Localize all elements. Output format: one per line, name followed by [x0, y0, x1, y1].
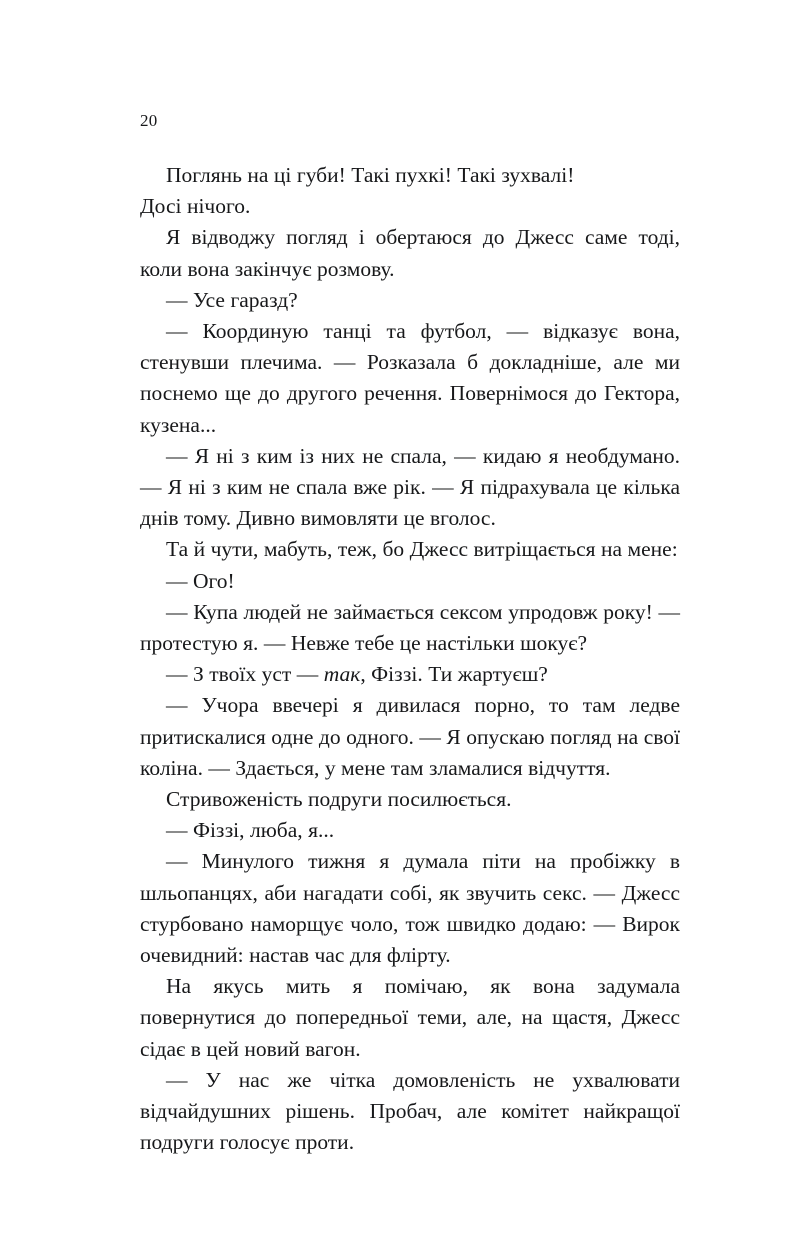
paragraph: Стривоженість подруги посилюється. [166, 787, 512, 812]
paragraph: — Фіззі, люба, я... [166, 818, 335, 843]
paragraph-with-emphasis [140, 659, 680, 690]
paragraph: — Минулого тижня я думала піти на пробіжку в шльопанцях, аби нагадати собі, як звучить секс. — Джесс стурбовано наморщує чоло, тож швидко додаю: — Вирок очевидний: настав час для флірту. [140, 849, 680, 968]
paragraph-text-lead: — З твоїх уст — [166, 662, 324, 687]
emphasized-word: так [323, 662, 361, 687]
paragraph: Та й чути, мабуть, теж, бо Джесс витріщається на мене: [166, 537, 678, 562]
paragraph: На якусь мить я помічаю, як вона задумала повернутися до попередньої теми, але, на щастя, Джесс сідає в цей новий вагон. [140, 974, 680, 1061]
paragraph: — Я ні з ким із них не спала, — кидаю я необдумано. — Я ні з ким не спала вже рік. — Я підрахувала це кілька днів тому. Дивно вимовляти це вголос. [140, 443, 680, 531]
paragraph: — Координую танці та футбол, — відказує вона, стенувши плечима. — Розказала б докладніше, але ми поснемо ще до другого речення. Повернімося до Гектора, кузена... [140, 319, 680, 437]
paragraph-text-tail: , Фіззі. Ти жартуєш? [360, 662, 548, 687]
paragraph: — Купа людей не займається сексом упродовж року! — протестую я. — Невже тебе це настільки шокує? [140, 599, 680, 656]
paragraph: Я відводжу погляд і обертаюся до Джесс саме тоді, коли вона закінчує розмову. [140, 225, 680, 281]
paragraph: — Усе гаразд? [166, 287, 298, 312]
page-number: 20 [140, 111, 158, 130]
paragraph: — У нас же чітка домовленість не ухвалювати відчайдушних рішень. Пробач, але комітет найкращої подруги голосує проти. [140, 1067, 680, 1155]
paragraph: Поглянь на ці губи! Такі пухкі! Такі зухвалі! [166, 163, 575, 187]
paragraph: — Ого! [166, 568, 235, 593]
body-text-block [140, 160, 680, 1159]
paragraph: — Учора ввечері я дивилася порно, то там ледве притискалися одне до одного. — Я опускаю погляд на свої коліна. — Здається, у мене там зламалися відчуття. [140, 693, 680, 780]
paragraph: Досі нічого. [140, 194, 251, 219]
